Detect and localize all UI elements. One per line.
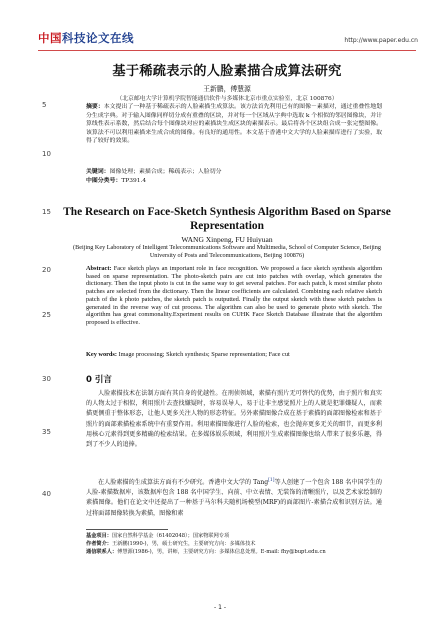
keywords-en-text: Image processing; Sketch synthesis; Sparse representation; Face cut <box>118 351 290 358</box>
footnote-contact <box>86 549 382 556</box>
footnote-fund <box>86 533 382 540</box>
line-number: 15 <box>42 208 51 216</box>
fund-text: 国家自然科学基金（61402048）；国家物联网专项 <box>111 533 230 539</box>
paper-title-cn: 基于稀疏表示的人脸素描合成算法研究 <box>112 64 342 79</box>
abstract-cn-label: 摘要： <box>86 104 104 110</box>
paper-title-en: The Research on Face-Sketch Synthesis Algorithm Based on Sparse Representation <box>63 206 391 232</box>
line-number: 10 <box>42 150 51 158</box>
line-number: 35 <box>42 428 51 436</box>
intro-p2-start: 在人脸素描的生成算法方面有不少研究。香港中文大学的 Tang <box>98 479 269 487</box>
keywords-cn-label: 关键词： <box>86 169 110 175</box>
keywords-cn <box>86 168 382 177</box>
site-url[interactable]: http://www.paper.edu.cn <box>344 37 418 44</box>
keywords-cn-text: 图像处理；素描合成；稀疏表示；人脸切分 <box>109 169 222 175</box>
logo-blue-text: 科技论文在线 <box>62 31 134 45</box>
citation-ref[interactable]: [1] <box>268 478 275 483</box>
footnote-author-bio <box>86 541 382 548</box>
footnote-divider <box>86 529 168 530</box>
authors-cn: 王新鹏，傅慧源 <box>203 85 251 93</box>
abstract-en <box>86 265 382 327</box>
intro-paragraph-2 <box>86 476 382 519</box>
journal-logo <box>38 30 134 46</box>
classification-code: TP391.4 <box>121 178 147 184</box>
contact-text: 傅慧源(1986-)，男，讲师，主要研究方向：多媒体信息处理。E-mail: fhy@bupt.edu.cn <box>117 549 326 555</box>
line-number: 5 <box>42 101 47 109</box>
classification-cn <box>86 177 382 186</box>
affiliation-en: (Beijing Key Laboratory of Intelligent Telecommunications Software and Multimedia, School of Computer Science, Beijing University of Posts and Telecommunications, Beijing 100876) <box>73 244 381 259</box>
line-number: 25 <box>42 311 51 319</box>
affiliation-cn: （北京邮电大学计算机学院智能通信软件与多媒体北京市重点实验室，北京 100876） <box>116 96 338 102</box>
bio-text: 王新鹏(1990-)，男，硕士研究生，主要研究方向：多媒体技术 <box>111 541 256 547</box>
keywords-en-label: Key words: <box>86 351 117 358</box>
page-number: - 1 - <box>214 604 226 611</box>
bio-label: 作者简介： <box>86 541 112 547</box>
intro-p2-rest: 等人创建了一个包含 188 名中国学生的人脸-素描数据库，该数据库包含 188 名中国学生、向前、中立表情、无装饰的清晰照片，以及艺术家绘制的素描图像。他们在论文中还提出了一种基于马尔科夫随机场模型(MRF)的面部图片-素描合成和识别方法。通过将面部图像转换为素描，图像和素 <box>86 479 382 517</box>
authors-en: WANG Xinpeng, FU Huiyuan <box>181 235 273 244</box>
logo-red-text: 中国 <box>38 31 62 45</box>
contact-label: 通信联系人： <box>86 549 118 555</box>
section-heading-intro: 0 引言 <box>86 375 112 385</box>
keywords-en <box>86 351 382 359</box>
fund-label: 基金项目： <box>86 533 112 539</box>
classification-label: 中图分类号： <box>86 178 122 184</box>
line-number: 30 <box>42 375 51 383</box>
intro-paragraph-1: 人脸素描技术在法制方面有其自身的优越性。在刑侦领域，素描有照片无可替代的优势，由于照片和真实的人物太过于相似，利用照片去查找嫌疑时，容易误导人，易于让非主感觉照片上的人就是犯罪嫌疑人，而素描更侧重于整体形态，让他人更多关注人物的形态特征。另外素描图像合成在基于素描的面部图像检索和基于照片的面部素描检索系统中有重要作用。利用素描图像进行人脸的检索，也会抛弃更多无关的细节，而更多利用核心元素得到更多精确的检索结果。在多媒体娱乐领域，利用照片生成素描图像也给人带来了很多乐趣，得到了不少人的追捧。 <box>86 390 382 449</box>
abstract-en-text: Face sketch plays an important role in face recognition. We proposed a face sketch synthesis algorithm based on sparse representation. The photo-sketch pairs are cut into patches with overlap, which generates the dictionary. Then the input photo is cut in the same way to get several patches. For each patch, k most similar photo patches are selected from the dictionary. Then the linear coefficients are calculated. Combining each relative sketch patch of the k photo patches, the sketch patch is outputted. Finally the output sketch with these sketch patches is generated in the reverse way of cut process. The algorithm can also be used to generate photo with sketch. The algorithm has great commonality.Experiment results on CUHK Face Sketch Database illustrate that the algorithm proposed is effective. <box>86 265 382 326</box>
line-number: 20 <box>42 266 51 274</box>
line-number: 40 <box>42 490 51 498</box>
abstract-cn-text: 本文提出了一种基于稀疏表示的人脸素描生成算法。该方法首先利用已有的图像－素描对，通过重叠性地划分生成字典。对于输入图像同样切分成有重叠的区块，并对每一个区域从字典中选取 k 个相似的邻居图像块，并计算线性表示系数，然后结合每个图像块对应的素描块生成区块的素描表示。最后将各个区块组合成一张完整图像。该算法不可以利用素描来生成合成的图像。有良好的通用性。本文基于香港中文大学的人脸素描库进行了实验，取得了较好的效果。 <box>86 104 383 145</box>
header-divider <box>38 50 416 51</box>
page-header <box>0 0 440 52</box>
abstract-en-label: Abstract: <box>86 265 112 272</box>
abstract-cn <box>86 103 382 146</box>
